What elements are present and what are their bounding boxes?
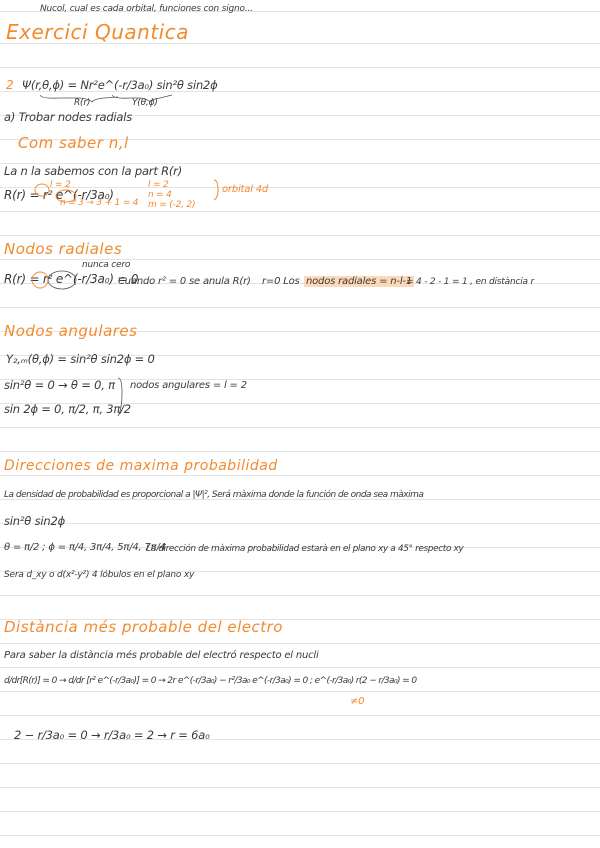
- angular-line1: Y₂,ₘ(θ,ϕ) = sin²θ sin2ϕ = 0: [6, 352, 155, 366]
- section-heading-radial: Nodos radiales: [4, 240, 123, 258]
- section-heading-nl: Com saber n,l: [18, 134, 129, 152]
- dir-line1: La densidad de probabilidad es proporcional a |Ψ|², Será màxima donde la función de onda sea màxima: [4, 490, 424, 500]
- top-note: Nucol, cual es cada orbital, funciones con signo...: [40, 4, 253, 14]
- nl-val-l: l = 2: [148, 180, 169, 190]
- section-heading-angular: Nodos angulares: [4, 322, 138, 340]
- angular-count: nodos angulares = l = 2: [130, 380, 247, 391]
- page-title: Exercici Quantica: [6, 20, 189, 44]
- wavefunction: Ψ(r,θ,ϕ) = Nr²e^(-r/3a₀) sin²θ sin2ϕ: [22, 78, 218, 92]
- nl-val-m: m = (-2, 2): [148, 200, 196, 210]
- radial-annot: nunca cero: [82, 260, 131, 270]
- nl-formula: R(r) = r² e^(-r/3a₀): [4, 188, 114, 202]
- angular-line2: sin²θ = 0 → θ = 0, π: [4, 378, 115, 392]
- radial-text3: = 4 - 2 - 1 = 1 , en distància r: [406, 277, 534, 287]
- nl-val-n: n = 4: [148, 190, 172, 200]
- dir-line3b: La dirección de màxima probabilidad estarà en el plano xy a 45° respecto xy: [146, 544, 464, 554]
- nl-annot-l: l = 2: [50, 180, 71, 190]
- dir-line3: θ = π/2 ; ϕ = π/4, 3π/4, 5π/4, 7π/4: [4, 542, 166, 553]
- nl-line1: La n la sabemos con la part R(r): [4, 164, 182, 178]
- radial-text2: r=0 Los: [262, 276, 300, 287]
- radial-part-label: R(r): [74, 98, 91, 108]
- angular-part-label: Y(θ,ϕ): [132, 98, 158, 108]
- radial-text1: Cuando r² = 0 se anula R(r): [118, 276, 251, 287]
- dist-eq1: d/dr[R(r)] = 0 → d/dr [r² e^(-r/3a₀)] = 0 → 2r e^(-r/3a₀) − r²/3a₀ e^(-r/3a₀) = 0 ; e^(-r/3a₀) r(2 − r/3a₀) = 0: [4, 676, 417, 686]
- dist-nonzero-mark: ≠0: [350, 696, 365, 707]
- dir-line2: sin²θ sin2ϕ: [4, 514, 65, 528]
- angular-line3: sin 2ϕ = 0, π/2, π, 3π/2: [4, 402, 131, 416]
- nl-annot-n: n = 3 → 3 + 1 = 4: [60, 198, 139, 208]
- orbital-label: orbital 4d: [222, 184, 269, 195]
- dist-eq2: 2 − r/3a₀ = 0 → r/3a₀ = 2 → r = 6a₀: [14, 728, 210, 742]
- section-heading-distance: Distància més probable del electro: [4, 618, 283, 636]
- dir-line4: Sera d_xy o d(x²-y²) 4 lóbulos en el plano xy: [4, 570, 195, 580]
- part-a: a) Trobar nodes radials: [4, 110, 133, 124]
- dist-line1: Para saber la distància més probable del electró respecto el nucli: [4, 650, 319, 661]
- section-heading-directions: Direcciones de maxima probabilidad: [4, 458, 278, 474]
- problem-number: 2: [6, 78, 14, 92]
- radial-highlight: nodos radiales = n-l-1: [306, 276, 412, 287]
- radial-formula: R(r) = r² e^(-r/3a₀) = 0: [4, 272, 139, 286]
